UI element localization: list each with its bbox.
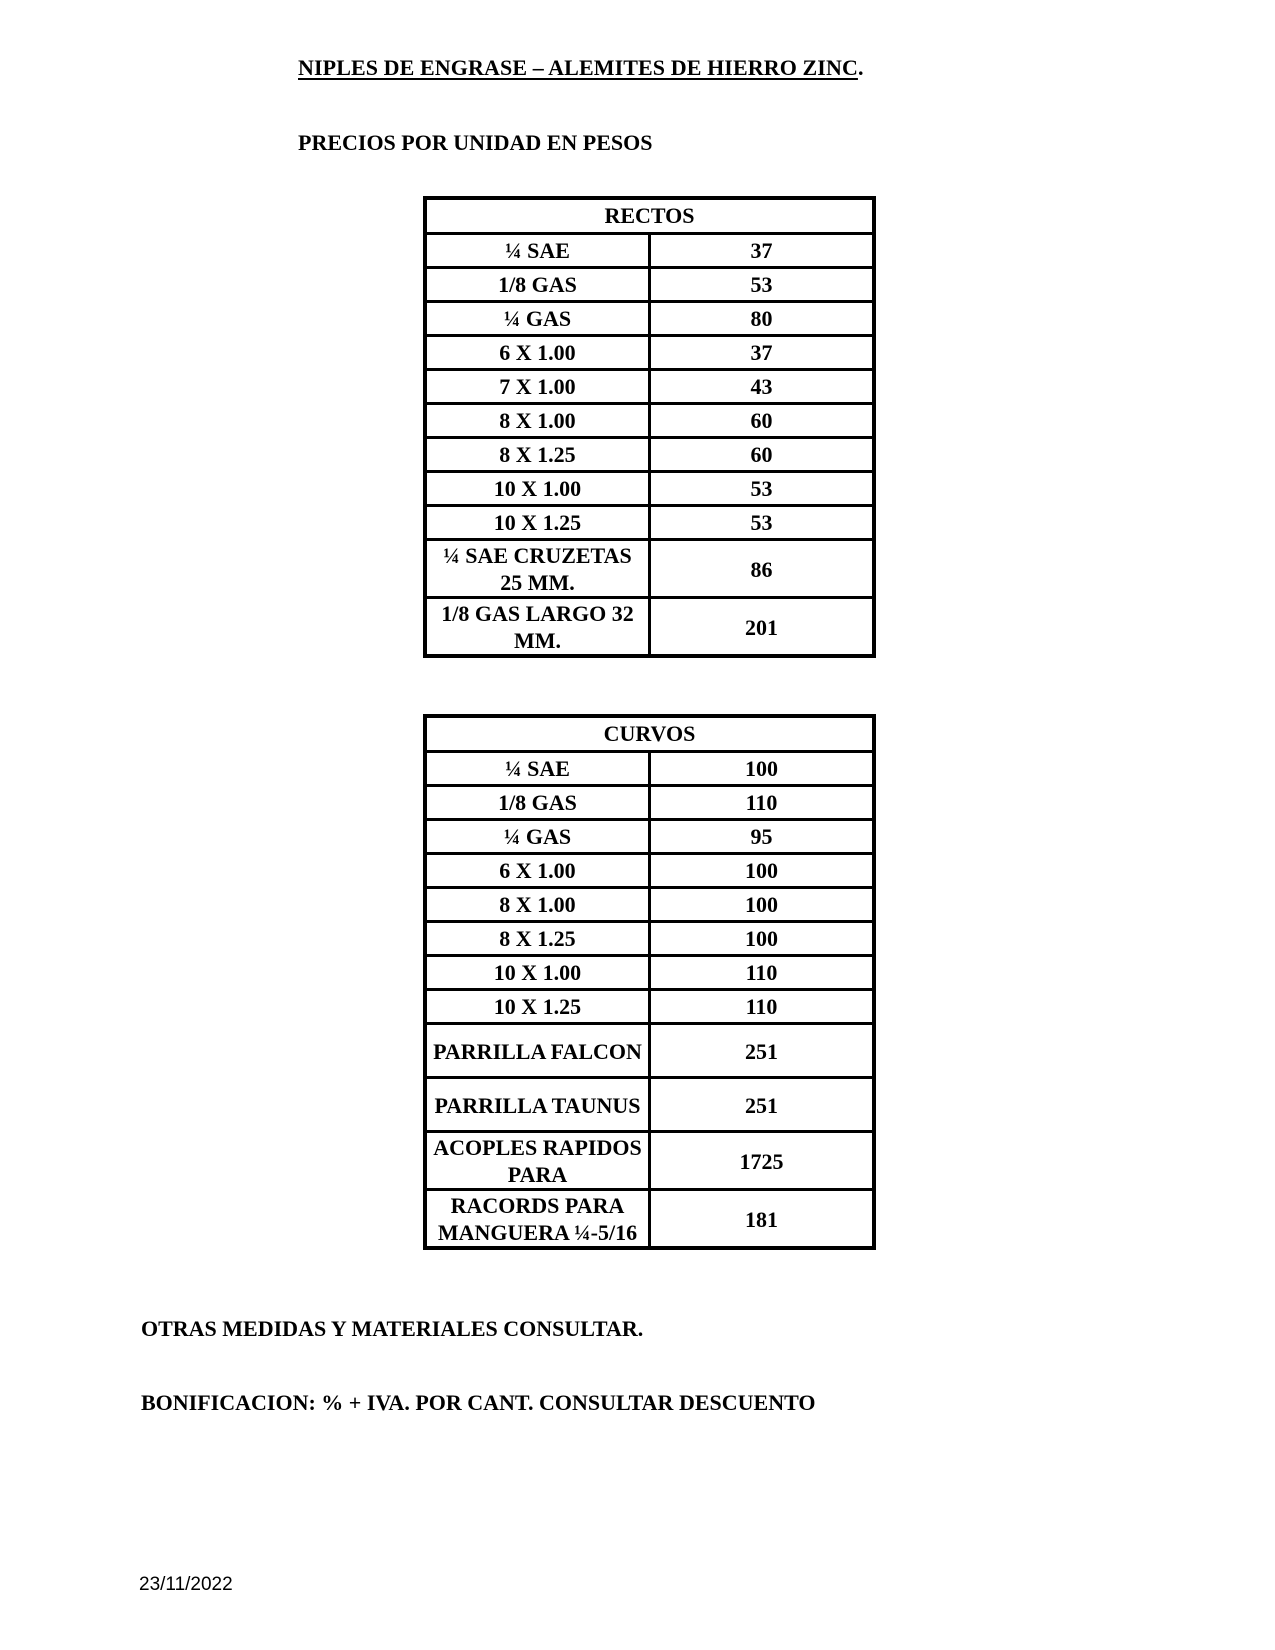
unit-price-cell: 100 [650,854,875,888]
unit-price-cell: 110 [650,956,875,990]
unit-price-cell: 100 [650,922,875,956]
unit-price-cell: 181 [650,1190,875,1249]
curvos-table-heading: CURVOS [425,716,874,752]
document-title [298,55,864,81]
product-size-cell: ¼ SAE CRUZETAS 25 MM. [425,540,650,598]
unit-price-cell: 43 [650,370,875,404]
curvos-table-row [425,922,874,956]
product-size-cell: 10 X 1.00 [425,956,650,990]
document-subtitle: PRECIOS POR UNIDAD EN PESOS [298,130,653,155]
curvos-table-row [425,820,874,854]
product-size-cell: ¼ SAE [425,234,650,268]
unit-price-cell: 53 [650,472,875,506]
curvos-table-row [425,1132,874,1190]
unit-price-cell: 110 [650,990,875,1024]
curvos-table-row [425,956,874,990]
unit-price-cell: 53 [650,506,875,540]
curvos-price-table [423,714,876,1250]
unit-price-cell: 201 [650,598,875,657]
product-size-cell: 10 X 1.25 [425,506,650,540]
rectos-table-row [425,472,874,506]
unit-price-cell: 100 [650,752,875,786]
product-size-cell: ¼ SAE [425,752,650,786]
curvos-table-row [425,1024,874,1078]
rectos-table-row [425,370,874,404]
product-size-cell: RACORDS PARA MANGUERA ¼-5/16 [425,1190,650,1249]
unit-price-cell: 251 [650,1078,875,1132]
rectos-table-row [425,302,874,336]
curvos-table-row [425,854,874,888]
curvos-table-row [425,990,874,1024]
product-size-cell: 1/8 GAS [425,268,650,302]
curvos-table-body [425,752,874,1249]
unit-price-cell: 1725 [650,1132,875,1190]
rectos-table-row [425,540,874,598]
rectos-table-row [425,506,874,540]
product-size-cell: ACOPLES RAPIDOS PARA [425,1132,650,1190]
document-title-text: NIPLES DE ENGRASE – ALEMITES DE HIERRO ZINC [298,55,858,80]
curvos-table-row [425,752,874,786]
curvos-table-row [425,1190,874,1249]
product-size-cell: 8 X 1.25 [425,922,650,956]
rectos-table-row [425,438,874,472]
unit-price-cell: 37 [650,336,875,370]
product-size-cell: ¼ GAS [425,820,650,854]
unit-price-cell: 95 [650,820,875,854]
document-title-period: . [857,55,864,80]
product-size-cell: 8 X 1.25 [425,438,650,472]
product-size-cell: 10 X 1.00 [425,472,650,506]
unit-price-cell: 37 [650,234,875,268]
product-size-cell: 10 X 1.25 [425,990,650,1024]
document-date: 23/11/2022 [139,1574,233,1595]
product-size-cell: 6 X 1.00 [425,336,650,370]
product-size-cell: 8 X 1.00 [425,888,650,922]
curvos-table-row [425,888,874,922]
unit-price-cell: 86 [650,540,875,598]
product-size-cell: ¼ GAS [425,302,650,336]
product-size-cell: 8 X 1.00 [425,404,650,438]
other-sizes-note: OTRAS MEDIDAS Y MATERIALES CONSULTAR. [141,1316,644,1341]
rectos-table-row [425,404,874,438]
rectos-table-heading: RECTOS [425,198,874,234]
unit-price-cell: 251 [650,1024,875,1078]
product-size-cell: 1/8 GAS [425,786,650,820]
rectos-table-row [425,336,874,370]
product-size-cell: 7 X 1.00 [425,370,650,404]
curvos-table-row [425,786,874,820]
unit-price-cell: 53 [650,268,875,302]
rectos-table-row [425,268,874,302]
rectos-table-row [425,598,874,657]
unit-price-cell: 60 [650,438,875,472]
rectos-table-row [425,234,874,268]
rectos-table-body [425,234,874,657]
unit-price-cell: 60 [650,404,875,438]
unit-price-cell: 110 [650,786,875,820]
product-size-cell: PARRILLA FALCON [425,1024,650,1078]
product-size-cell: 1/8 GAS LARGO 32 MM. [425,598,650,657]
rectos-price-table [423,196,876,658]
curvos-table-row [425,1078,874,1132]
discount-note: BONIFICACION: % + IVA. POR CANT. CONSULTAR DESCUENTO [141,1390,816,1415]
product-size-cell: PARRILLA TAUNUS [425,1078,650,1132]
unit-price-cell: 100 [650,888,875,922]
product-size-cell: 6 X 1.00 [425,854,650,888]
unit-price-cell: 80 [650,302,875,336]
